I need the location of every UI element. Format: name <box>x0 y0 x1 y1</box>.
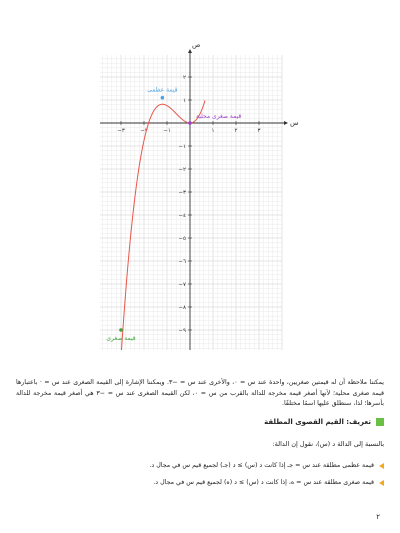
explanation-paragraph: يمكننا ملاحظة أن له قيمتين صغريين، واحدة عند س = ٠، والأخرى عند س = −٣. ويمكننا الإشارة إلى القيمة الصغرى عند س = · باعتبارها قيمة صغرى محلية؛ لأنها أصغر قيمة مخرجة للدالة بالقرب من س = ٠، لكن القيمة الصغرى عند س = −٣ هي أصغر قيمة مخرجة للدالة بأسرها؛ لذا، سنطلق عليها اسمًا مختلفًا. <box>16 379 384 407</box>
definition-list <box>16 462 384 496</box>
extremum-point <box>188 121 192 125</box>
definition-heading <box>264 418 384 426</box>
y-tick-label: −٤ <box>178 213 186 219</box>
x-tick-label: −٣ <box>117 128 125 134</box>
x-axis-arrow-icon <box>284 121 288 125</box>
y-axis-label: ص <box>192 41 201 49</box>
y-tick-label: −٦ <box>178 259 186 265</box>
y-axis-arrow-icon <box>188 49 192 53</box>
extremum-label: قيمة صغرى محلية <box>196 113 242 120</box>
function-curve <box>121 101 205 350</box>
y-tick-label: −١ <box>178 144 186 150</box>
x-tick-label: ٣ <box>257 128 261 134</box>
y-tick-label: −٧ <box>178 282 186 288</box>
orange-triangle-icon <box>379 480 384 486</box>
green-square-icon <box>376 418 384 426</box>
extremum-point <box>119 328 123 332</box>
y-tick-label: −٣ <box>178 190 186 196</box>
page-number: ٢ <box>376 513 380 521</box>
x-tick-label: −٢ <box>140 128 148 134</box>
definition-intro: بالنسبة إلى الدالة د (س)، نقول إن الدالة: <box>272 440 384 448</box>
y-tick-label: −٥ <box>178 236 186 242</box>
grid <box>100 55 282 350</box>
list-item <box>16 462 384 469</box>
x-axis-label: س <box>290 119 299 127</box>
x-tick-label: ٢ <box>234 128 238 134</box>
definition-title: تعريف: القيم القصوى المطلقة <box>264 418 371 426</box>
list-item <box>16 479 384 486</box>
extremum-point <box>161 96 165 100</box>
extremum-label: قيمة صغرى <box>106 335 136 342</box>
x-tick-label: −١ <box>163 128 171 134</box>
absolute-max-definition: قيمة عظمى مطلقة عند س = جـ إذا كانت د (س) ≥ د (جـ) لجميع قيم س في مجال د. <box>149 462 374 469</box>
x-tick-label: ١ <box>211 128 215 134</box>
absolute-min-definition: قيمة صغرى مطلقة عند س = ه، إذا كانت د (س) ≥ د (ه) لجميع قيم س في مجال د. <box>153 479 374 486</box>
y-tick-label: −٢ <box>178 167 186 173</box>
y-tick-label: ١ <box>183 98 186 104</box>
extremum-label: قيمة عظمى <box>147 86 178 94</box>
y-tick-label: −٨ <box>178 305 186 311</box>
orange-triangle-icon <box>379 463 384 469</box>
y-tick-label: −٩ <box>178 328 186 334</box>
extrema-points <box>106 87 241 342</box>
y-tick-label: ٢ <box>183 75 186 81</box>
